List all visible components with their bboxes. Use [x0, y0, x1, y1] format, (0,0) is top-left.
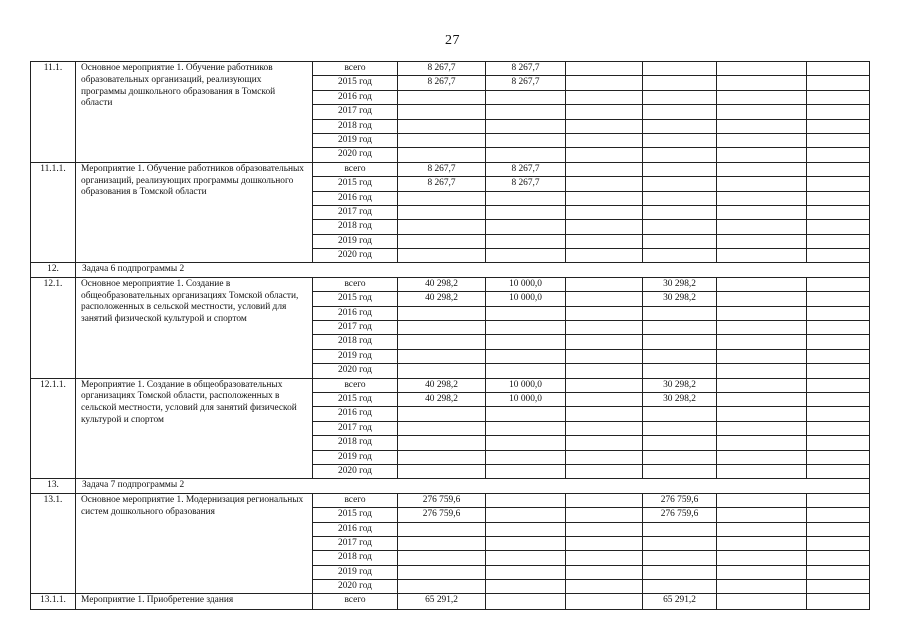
amount-cell	[807, 177, 870, 191]
amount-cell	[807, 464, 870, 478]
amount-cell	[717, 536, 807, 550]
financing-table	[30, 61, 870, 610]
amount-cell	[717, 148, 807, 162]
amount-cell	[486, 191, 566, 205]
period-cell: 2020 год	[313, 364, 398, 378]
amount-cell	[486, 436, 566, 450]
amount-cell	[398, 364, 486, 378]
amount-cell	[566, 551, 643, 565]
amount-cell	[717, 508, 807, 522]
amount-cell	[566, 177, 643, 191]
period-cell: 2020 год	[313, 249, 398, 263]
amount-cell	[807, 162, 870, 176]
amount-cell	[566, 133, 643, 147]
amount-cell	[398, 205, 486, 219]
period-cell: 2016 год	[313, 90, 398, 104]
amount-cell	[717, 306, 807, 320]
amount-cell	[643, 536, 717, 550]
period-cell: всего	[313, 378, 398, 392]
amount-cell	[717, 321, 807, 335]
amount-cell	[486, 306, 566, 320]
amount-cell: 8 267,7	[398, 177, 486, 191]
amount-cell	[643, 335, 717, 349]
amount-cell	[566, 450, 643, 464]
amount-cell: 40 298,2	[398, 392, 486, 406]
amount-cell	[717, 177, 807, 191]
amount-cell	[717, 580, 807, 594]
amount-cell	[643, 436, 717, 450]
amount-cell	[486, 421, 566, 435]
period-cell: 2020 год	[313, 148, 398, 162]
amount-cell	[807, 234, 870, 248]
period-cell: 2017 год	[313, 105, 398, 119]
period-cell: 2019 год	[313, 133, 398, 147]
page-number: 27	[445, 33, 460, 48]
amount-cell	[717, 105, 807, 119]
amount-cell	[717, 436, 807, 450]
period-cell: всего	[313, 162, 398, 176]
amount-cell	[717, 450, 807, 464]
amount-cell	[566, 536, 643, 550]
amount-cell	[717, 493, 807, 507]
amount-cell	[643, 62, 717, 76]
amount-cell	[807, 105, 870, 119]
amount-cell	[398, 522, 486, 536]
amount-cell	[643, 450, 717, 464]
period-cell: 2020 год	[313, 464, 398, 478]
amount-cell	[566, 321, 643, 335]
amount-cell	[643, 306, 717, 320]
amount-cell	[398, 148, 486, 162]
table-row	[31, 378, 870, 392]
amount-cell	[717, 421, 807, 435]
amount-cell: 30 298,2	[643, 392, 717, 406]
amount-cell	[486, 493, 566, 507]
amount-cell	[717, 364, 807, 378]
amount-cell	[717, 76, 807, 90]
amount-cell	[398, 450, 486, 464]
amount-cell	[398, 220, 486, 234]
period-cell: 2019 год	[313, 349, 398, 363]
amount-cell: 8 267,7	[398, 76, 486, 90]
amount-cell	[398, 335, 486, 349]
amount-cell	[807, 335, 870, 349]
amount-cell	[643, 234, 717, 248]
amount-cell	[717, 522, 807, 536]
amount-cell	[643, 148, 717, 162]
amount-cell	[566, 364, 643, 378]
amount-cell	[807, 277, 870, 291]
amount-cell	[643, 205, 717, 219]
amount-cell: 30 298,2	[643, 378, 717, 392]
amount-cell	[643, 522, 717, 536]
amount-cell	[486, 148, 566, 162]
amount-cell: 10 000,0	[486, 378, 566, 392]
amount-cell	[717, 220, 807, 234]
amount-cell	[398, 565, 486, 579]
amount-cell	[807, 364, 870, 378]
amount-cell	[807, 62, 870, 76]
amount-cell	[717, 292, 807, 306]
period-cell: 2016 год	[313, 191, 398, 205]
row-code: 12.1.	[31, 277, 76, 378]
amount-cell	[643, 421, 717, 435]
row-code: 13.	[31, 479, 76, 493]
amount-cell	[398, 551, 486, 565]
amount-cell	[717, 392, 807, 406]
amount-cell	[566, 306, 643, 320]
amount-cell	[807, 349, 870, 363]
period-cell: 2018 год	[313, 335, 398, 349]
amount-cell	[486, 551, 566, 565]
amount-cell	[486, 335, 566, 349]
amount-cell	[643, 464, 717, 478]
amount-cell	[486, 364, 566, 378]
period-cell: 2015 год	[313, 76, 398, 90]
amount-cell	[566, 335, 643, 349]
amount-cell	[807, 565, 870, 579]
amount-cell	[807, 392, 870, 406]
amount-cell	[643, 249, 717, 263]
amount-cell	[566, 594, 643, 609]
amount-cell	[486, 464, 566, 478]
amount-cell	[566, 162, 643, 176]
period-cell: 2018 год	[313, 551, 398, 565]
period-cell: 2017 год	[313, 536, 398, 550]
amount-cell	[643, 162, 717, 176]
amount-cell	[566, 220, 643, 234]
row-code: 12.	[31, 263, 76, 277]
task-title: Задача 6 подпрограммы 2	[76, 263, 870, 277]
amount-cell	[566, 205, 643, 219]
amount-cell	[643, 407, 717, 421]
table-row	[31, 277, 870, 291]
amount-cell	[643, 321, 717, 335]
period-cell: 2017 год	[313, 421, 398, 435]
amount-cell: 8 267,7	[486, 177, 566, 191]
amount-cell	[643, 177, 717, 191]
amount-cell	[643, 565, 717, 579]
amount-cell	[486, 105, 566, 119]
amount-cell	[807, 148, 870, 162]
row-code: 11.1.1.	[31, 162, 76, 263]
amount-cell	[566, 349, 643, 363]
period-cell: 2018 год	[313, 220, 398, 234]
amount-cell	[566, 249, 643, 263]
amount-cell	[717, 133, 807, 147]
amount-cell	[807, 90, 870, 104]
amount-cell	[643, 76, 717, 90]
amount-cell	[566, 421, 643, 435]
amount-cell	[717, 119, 807, 133]
amount-cell	[486, 407, 566, 421]
amount-cell	[807, 306, 870, 320]
period-cell: 2016 год	[313, 306, 398, 320]
amount-cell	[643, 105, 717, 119]
amount-cell	[398, 321, 486, 335]
amount-cell	[807, 133, 870, 147]
amount-cell	[486, 450, 566, 464]
period-cell: 2016 год	[313, 522, 398, 536]
amount-cell	[807, 119, 870, 133]
amount-cell	[398, 234, 486, 248]
amount-cell	[566, 522, 643, 536]
period-cell: 2019 год	[313, 234, 398, 248]
amount-cell	[807, 536, 870, 550]
amount-cell	[398, 349, 486, 363]
task-title: Задача 7 подпрограммы 2	[76, 479, 870, 493]
amount-cell	[566, 436, 643, 450]
amount-cell	[398, 407, 486, 421]
period-cell: 2015 год	[313, 177, 398, 191]
amount-cell	[807, 191, 870, 205]
period-cell: 2015 год	[313, 292, 398, 306]
amount-cell: 65 291,2	[398, 594, 486, 609]
amount-cell	[398, 90, 486, 104]
amount-cell	[566, 407, 643, 421]
amount-cell	[486, 234, 566, 248]
amount-cell	[486, 522, 566, 536]
row-code: 12.1.1.	[31, 378, 76, 479]
amount-cell	[717, 62, 807, 76]
amount-cell	[807, 522, 870, 536]
amount-cell	[566, 90, 643, 104]
period-cell: всего	[313, 277, 398, 291]
activity-name: Мероприятие 1. Приобретение здания	[76, 594, 313, 609]
period-cell: 2017 год	[313, 321, 398, 335]
amount-cell	[398, 536, 486, 550]
amount-cell	[717, 90, 807, 104]
amount-cell: 65 291,2	[643, 594, 717, 609]
amount-cell	[807, 292, 870, 306]
amount-cell	[717, 464, 807, 478]
amount-cell	[566, 508, 643, 522]
amount-cell	[486, 249, 566, 263]
amount-cell	[717, 407, 807, 421]
amount-cell: 276 759,6	[398, 493, 486, 507]
amount-cell	[717, 378, 807, 392]
amount-cell	[643, 551, 717, 565]
amount-cell	[566, 148, 643, 162]
amount-cell	[717, 335, 807, 349]
table-row	[31, 594, 870, 609]
period-cell: 2018 год	[313, 119, 398, 133]
amount-cell	[486, 349, 566, 363]
amount-cell	[398, 119, 486, 133]
amount-cell	[643, 133, 717, 147]
amount-cell	[643, 90, 717, 104]
amount-cell: 8 267,7	[486, 62, 566, 76]
amount-cell: 8 267,7	[486, 76, 566, 90]
amount-cell	[807, 493, 870, 507]
amount-cell	[398, 421, 486, 435]
period-cell: 2016 год	[313, 407, 398, 421]
amount-cell	[486, 133, 566, 147]
amount-cell	[566, 493, 643, 507]
amount-cell	[717, 205, 807, 219]
row-code: 11.1.	[31, 62, 76, 163]
amount-cell	[566, 76, 643, 90]
amount-cell	[717, 162, 807, 176]
task-row	[31, 263, 870, 277]
amount-cell: 30 298,2	[643, 277, 717, 291]
amount-cell	[566, 234, 643, 248]
amount-cell	[566, 62, 643, 76]
period-cell: 2015 год	[313, 392, 398, 406]
period-cell: 2017 год	[313, 205, 398, 219]
amount-cell: 10 000,0	[486, 292, 566, 306]
task-row	[31, 479, 870, 493]
amount-cell	[486, 580, 566, 594]
amount-cell	[398, 464, 486, 478]
amount-cell	[643, 349, 717, 363]
amount-cell	[643, 364, 717, 378]
amount-cell	[807, 220, 870, 234]
amount-cell	[807, 421, 870, 435]
amount-cell	[566, 105, 643, 119]
amount-cell	[486, 536, 566, 550]
amount-cell: 276 759,6	[643, 493, 717, 507]
amount-cell	[566, 292, 643, 306]
amount-cell: 40 298,2	[398, 292, 486, 306]
amount-cell	[486, 220, 566, 234]
amount-cell	[566, 392, 643, 406]
amount-cell: 10 000,0	[486, 392, 566, 406]
activity-name: Мероприятие 1. Обучение работников образовательных организаций, реализующих программы дошкольного образования в Томской области	[76, 162, 313, 263]
period-cell: всего	[313, 594, 398, 609]
amount-cell: 276 759,6	[643, 508, 717, 522]
amount-cell	[486, 565, 566, 579]
amount-cell: 30 298,2	[643, 292, 717, 306]
amount-cell: 10 000,0	[486, 277, 566, 291]
amount-cell: 8 267,7	[486, 162, 566, 176]
amount-cell	[717, 594, 807, 609]
amount-cell	[398, 580, 486, 594]
amount-cell	[807, 594, 870, 609]
amount-cell	[566, 277, 643, 291]
amount-cell	[566, 378, 643, 392]
amount-cell	[807, 76, 870, 90]
amount-cell	[717, 191, 807, 205]
amount-cell	[643, 119, 717, 133]
amount-cell	[807, 378, 870, 392]
amount-cell	[398, 249, 486, 263]
amount-cell	[398, 191, 486, 205]
amount-cell	[717, 349, 807, 363]
amount-cell	[398, 105, 486, 119]
amount-cell	[807, 249, 870, 263]
amount-cell	[486, 594, 566, 609]
amount-cell	[643, 220, 717, 234]
amount-cell	[486, 321, 566, 335]
amount-cell	[566, 191, 643, 205]
period-cell: 2019 год	[313, 565, 398, 579]
activity-name: Мероприятие 1. Создание в общеобразовательных организациях Томской области, расположенных в сельской местности, условий для занятий физической культурой и спортом	[76, 378, 313, 479]
amount-cell	[398, 133, 486, 147]
amount-cell	[486, 119, 566, 133]
amount-cell	[807, 450, 870, 464]
row-code: 13.1.	[31, 493, 76, 594]
amount-cell	[566, 464, 643, 478]
amount-cell	[566, 565, 643, 579]
activity-name: Основное мероприятие 1. Обучение работников образовательных организаций, реализующих программы дошкольного образования в Томской области	[76, 62, 313, 163]
amount-cell: 276 759,6	[398, 508, 486, 522]
table-row	[31, 162, 870, 176]
amount-cell: 40 298,2	[398, 277, 486, 291]
amount-cell	[643, 191, 717, 205]
row-code: 13.1.1.	[31, 594, 76, 609]
amount-cell	[717, 234, 807, 248]
amount-cell	[717, 565, 807, 579]
amount-cell	[643, 580, 717, 594]
period-cell: 2018 год	[313, 436, 398, 450]
amount-cell	[807, 436, 870, 450]
activity-name: Основное мероприятие 1. Модернизация региональных систем дошкольного образования	[76, 493, 313, 594]
amount-cell	[807, 205, 870, 219]
table-row	[31, 62, 870, 76]
amount-cell	[486, 205, 566, 219]
period-cell: 2015 год	[313, 508, 398, 522]
amount-cell	[717, 277, 807, 291]
amount-cell	[807, 580, 870, 594]
amount-cell	[398, 436, 486, 450]
period-cell: 2019 год	[313, 450, 398, 464]
amount-cell	[486, 90, 566, 104]
period-cell: всего	[313, 62, 398, 76]
table-row	[31, 493, 870, 507]
amount-cell	[807, 508, 870, 522]
amount-cell	[566, 119, 643, 133]
amount-cell	[807, 321, 870, 335]
amount-cell	[717, 551, 807, 565]
amount-cell: 8 267,7	[398, 162, 486, 176]
amount-cell	[566, 580, 643, 594]
amount-cell	[807, 551, 870, 565]
activity-name: Основное мероприятие 1. Создание в общеобразовательных организациях Томской области, расположенных в сельской местности, условий для занятий физической культурой и спортом	[76, 277, 313, 378]
amount-cell	[398, 306, 486, 320]
amount-cell: 40 298,2	[398, 378, 486, 392]
amount-cell	[717, 249, 807, 263]
amount-cell	[486, 508, 566, 522]
amount-cell	[807, 407, 870, 421]
amount-cell: 8 267,7	[398, 62, 486, 76]
period-cell: 2020 год	[313, 580, 398, 594]
period-cell: всего	[313, 493, 398, 507]
